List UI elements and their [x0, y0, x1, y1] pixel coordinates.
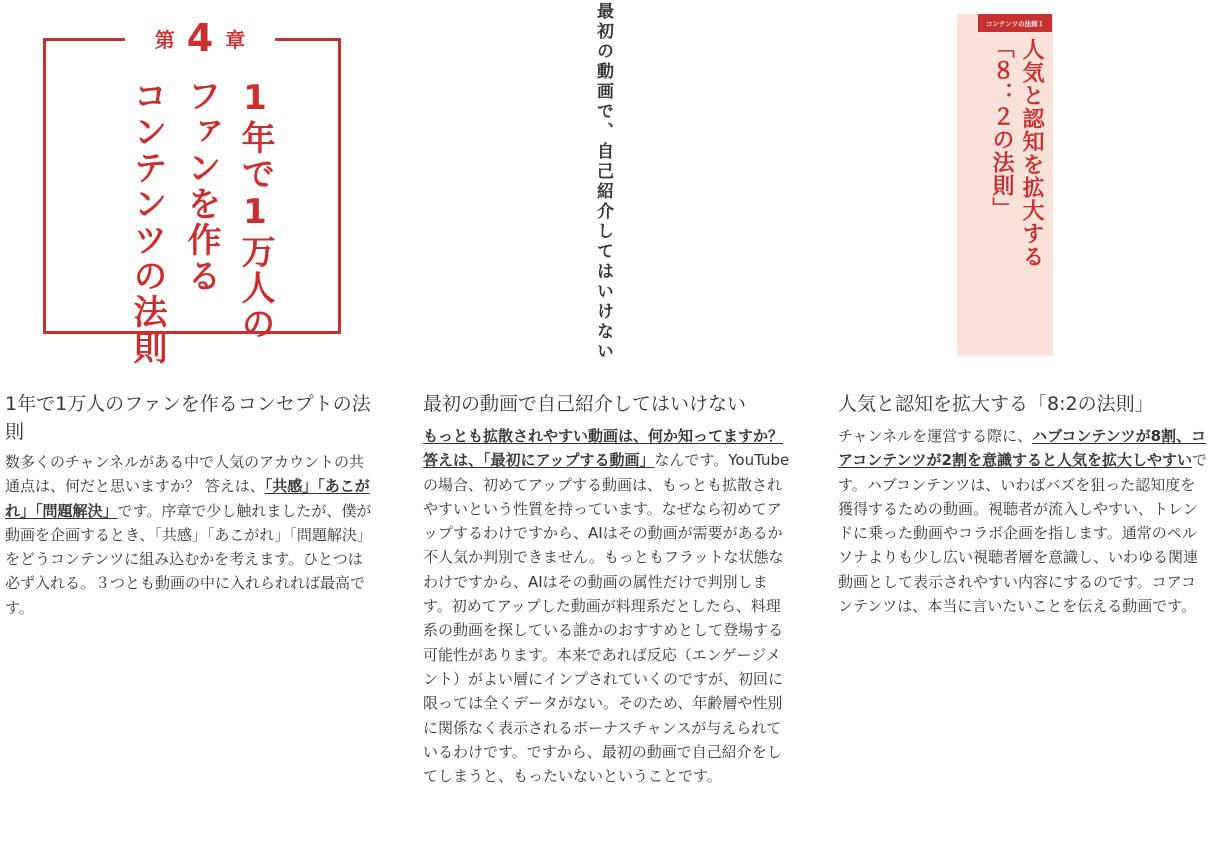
article-body — [838, 424, 1210, 618]
rule-tag: コンテンツの法則１ — [978, 14, 1052, 32]
chapter-number: 4 — [186, 16, 214, 60]
body-text: です。序章で少し触れましたが、僕が動画を企画するとき、「共感」「あこがれ」「問題解決」をどうコンテンツに組み込むかを考えます。ひとつは必ず入れる。３つとも動画の中に入れられれば最高です。 — [5, 501, 372, 617]
article-heading: 1年で1万人のファンを作るコンセプトの法則 — [5, 393, 371, 443]
chapter-title-line-2: ファンを作る — [181, 78, 221, 294]
body-emphasis: ハブコンテンツが8割、コアコンテンツが2割を意識すると人気を拡大しやすい — [838, 427, 1207, 470]
article-body — [5, 450, 373, 620]
chapter-prefix: 第 — [154, 27, 175, 52]
body-text: 数多くのチャンネルがある中で人気のアカウントの共通点は、何だと思いますか？ 答えは、 — [5, 453, 364, 496]
chapter-suffix: 章 — [225, 27, 246, 52]
body-emphasis: 「共感」「あこがれ」「問題解決」 — [5, 477, 370, 520]
body-text: チャンネルを運営する際に、 — [838, 427, 1033, 445]
rule-title-line-1: 人気と認知を拡大する — [1019, 38, 1044, 268]
vertical-title: 最初の動画で、自己紹介してはいけない — [593, 2, 613, 362]
chapter-label — [125, 18, 275, 58]
article-body — [423, 424, 795, 788]
body-text: です。ハブコンテンツは、いわばバズを狙った認知度を獲得するための動画。視聴者が流入しやすい、トレンドに乗った動画やコラボ企画を指します。通常のペルソナよりも少し広い視聴者層を意識し、いわゆる関連動画として表示されやすい内容にするのです。コアコンテンツは、本当に言いたいことを伝える動画です。 — [838, 451, 1207, 616]
article-heading: 人気と認知を拡大する「8:2の法則」 — [838, 393, 1154, 415]
body-text: なんです。YouTubeの場合、初めてアップする動画は、もっとも拡散されやすいという性質を持っています。なぜなら初めてアップするわけですから、AIはその動画が需要があるか不人気か判別できません。もっともフラットな状態なわけですから、AIはその動画の属性だけで判別します。初めてアップした動画が料理系だとしたら、料理系の動画を探している誰かのおすすめとして登場する可能性があります。本来であれば反応（エンゲージメント）がよい層にインプされていくのですが、初回に限っては全くデータがない。そのため、年齢層や性別に関係なく表示されるボーナスチャンスが与えられているわけです。ですから、最初の動画で自己紹介をしてしまうと、もったいないということです。 — [423, 451, 790, 786]
article-heading: 最初の動画で自己紹介してはいけない — [423, 393, 747, 415]
chapter-cover-image[interactable] — [5, 0, 375, 366]
vertical-title-image[interactable] — [423, 0, 795, 362]
rule-title-line-2: 「８：２の法則」 — [989, 36, 1014, 220]
rule-title-image[interactable] — [838, 0, 1210, 358]
chapter-title-line-1: 1年で1万人の — [235, 78, 275, 342]
body-emphasis: もっとも拡散されやすい動画は、何か知ってますか？ 答えは、「最初にアップする動画」 — [423, 427, 784, 470]
chapter-title-line-3: コンテンツの法則 — [127, 78, 167, 366]
